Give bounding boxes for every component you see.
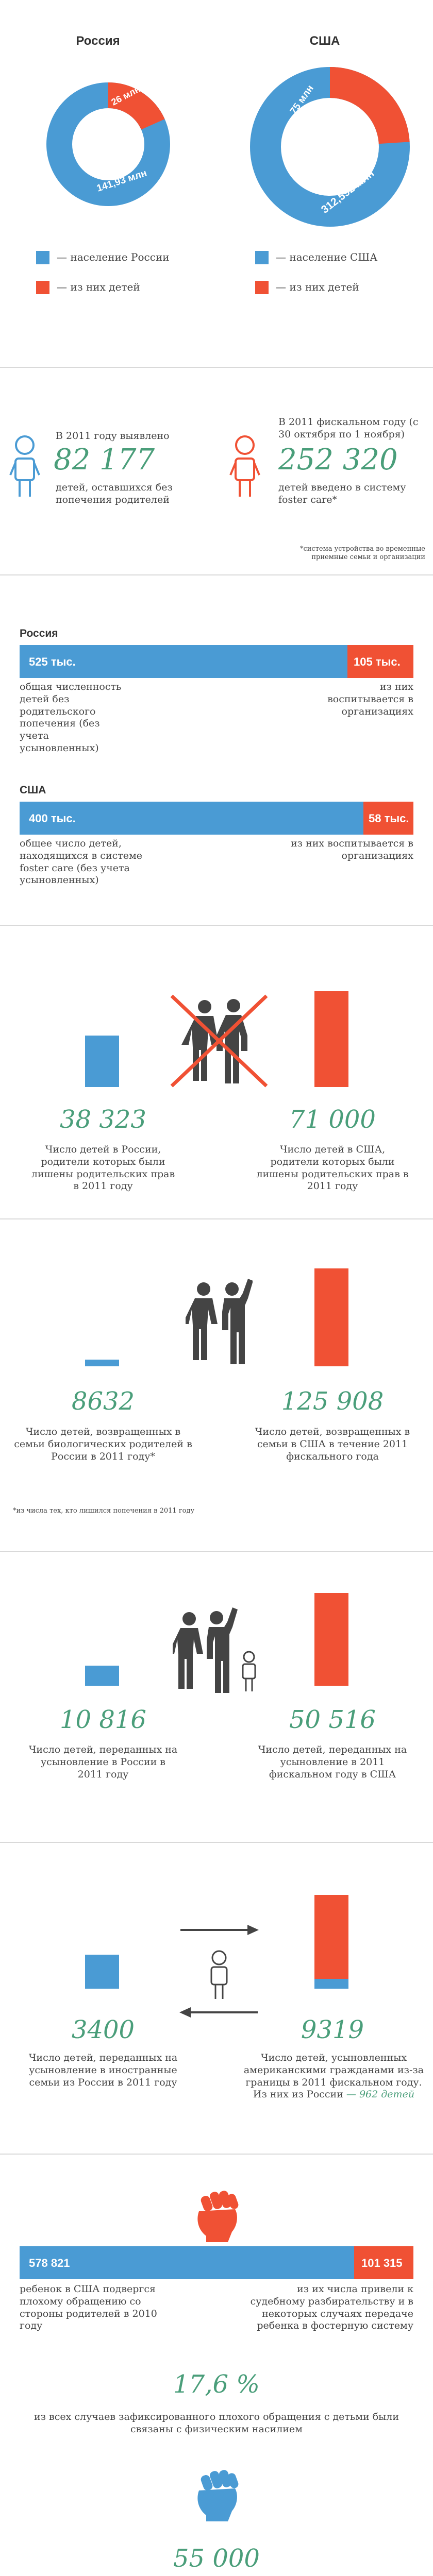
- s5-right-desc: Число детей, возвращенных в семьи в США в течение 2011 фискального года: [255, 1426, 410, 1462]
- s7-right-russia-bar: [314, 1979, 348, 1989]
- s2-right-post: детей введено в систему foster care*: [278, 482, 406, 505]
- usa-total-label: 312,592 млн: [319, 167, 377, 216]
- s5-left-bar: [85, 1360, 119, 1366]
- russia-bar-left-label: 525 тыс.: [29, 655, 76, 668]
- s2-left-number: 82 177: [54, 443, 155, 477]
- crossed-parents-icon: [168, 993, 271, 1089]
- s4-right-bar: [314, 991, 348, 1087]
- s6-right-desc: Число детей, переданных на усыновление в 2011 фискальном году в США: [258, 1744, 407, 1780]
- fist-icon-red: [191, 2189, 242, 2245]
- s3-usa-right-desc: из них воспитывается в организациях: [290, 838, 413, 861]
- usa-title: США: [309, 34, 340, 48]
- russia-children-swatch: [36, 281, 49, 294]
- child-icon-blue: [9, 434, 40, 501]
- s2-left-post: детей, оставшихся без попечения родителей: [56, 482, 173, 505]
- s6-right-bar: [314, 1593, 348, 1686]
- s7-left-number: 3400: [71, 2015, 135, 2044]
- s5-left-desc: Число детей, возвращенных в семьи биологических родителей в России в 2011 году*: [14, 1426, 192, 1462]
- s6-left-desc: Число детей, переданных на усыновление в России в 2011 году: [28, 1744, 178, 1780]
- s8-court-bar: [354, 2246, 413, 2279]
- divider-2: [0, 574, 433, 575]
- s3-usa-left-desc: общее число детей, находящихся в системе foster care (без учета усыновленных): [20, 838, 143, 886]
- s5-left-number: 8632: [71, 1387, 135, 1416]
- s8-percent-desc: из всех случаев зафиксированного плохого обращения с детьми были связаны с физическим насилием: [34, 2411, 399, 2435]
- s7-right-desc-block: [237, 2052, 430, 2101]
- usa-orgs-bar: [363, 802, 413, 835]
- legend-usa-population: — население США: [276, 251, 378, 263]
- usa-total-bar: [20, 802, 363, 835]
- divider-1: [0, 367, 433, 368]
- usa-bar-right-label: 58 тыс.: [369, 812, 409, 825]
- s7-right-highlight: — 962 детей: [346, 2089, 415, 2100]
- s7-right-bar: [314, 1895, 348, 1989]
- russia-orgs-bar: [347, 645, 413, 678]
- s7-right-number: 9319: [301, 2015, 364, 2044]
- usa-bar-left-label: 400 тыс.: [29, 812, 76, 825]
- family-reunited-icon: [186, 1278, 253, 1365]
- s6-left-number: 10 816: [60, 1705, 146, 1734]
- s4-left-desc: Число детей в России, родители которых были лишены родительских прав в 2011 году: [31, 1144, 175, 1192]
- usa-donut-chart: [247, 64, 412, 229]
- s7-left-desc: Число детей, переданных на усыновление в иностранные семьи из России в 2011 году: [28, 2052, 178, 2088]
- divider-3: [0, 925, 433, 926]
- usa-part-label: 75 млн: [288, 83, 316, 116]
- s4-left-bar: [85, 1036, 119, 1087]
- s3-russia-left-desc: общая численность детей без родительского попечения (без учета усыновленных): [20, 681, 122, 754]
- s3-russia-right-desc: из них воспитывается в организациях: [327, 681, 413, 717]
- usa-children-swatch: [255, 281, 269, 294]
- fist-icon-blue: [191, 2468, 242, 2524]
- s2-left-pre: В 2011 году выявлено: [56, 430, 170, 442]
- s4-right-number: 71 000: [289, 1105, 376, 1134]
- s6-left-bar: [85, 1666, 119, 1686]
- s7-left-bar: [85, 1955, 119, 1989]
- s6-right-number: 50 516: [289, 1705, 376, 1734]
- divider-4: [0, 1218, 433, 1219]
- adoption-family-icon: [173, 1606, 265, 1694]
- s5-right-bar: [314, 1268, 348, 1366]
- s5-right-number: 125 908: [281, 1387, 384, 1416]
- legend-usa-children: — из них детей: [276, 281, 359, 293]
- s2-right-number: 252 320: [278, 443, 398, 477]
- s3-usa-title: США: [20, 784, 46, 796]
- s5-footnote: *из числа тех, кто лишился попечения в 2011 году: [13, 1507, 195, 1515]
- russia-population-swatch: [36, 251, 49, 264]
- s8-number: 55 000: [173, 2544, 260, 2573]
- divider-7: [0, 2154, 433, 2155]
- s4-right-desc: Число детей в США, родители которых были лишены родительских прав в 2011 году: [256, 1144, 409, 1192]
- s2-right-pre: В 2011 фискальном году (с 30 октября по 1 ноября): [278, 416, 419, 440]
- s3-russia-title: Россия: [20, 628, 58, 639]
- international-adoption-icon: [175, 1921, 263, 2024]
- divider-5: [0, 1551, 433, 1552]
- s2-footnote: *система устройства во временные приемные семьи и организации: [299, 545, 425, 562]
- s8-percent: 17,6 %: [173, 2370, 260, 2399]
- s4-left-number: 38 323: [60, 1105, 146, 1134]
- russia-total-bar: [20, 645, 347, 678]
- legend-russia-children: — из них детей: [57, 281, 140, 293]
- s8-right-desc: из их числа привели к судебному разбирательству и в некоторых случаях передаче ребенка в фостерную систему: [250, 2283, 413, 2332]
- s8-maltreated-bar: [20, 2246, 354, 2279]
- divider-6: [0, 1842, 433, 1843]
- russia-title: Россия: [76, 34, 120, 48]
- s8-bar-left-label: 578 821: [29, 2257, 70, 2269]
- legend-russia-population: — население России: [57, 251, 170, 263]
- russia-total-label: 141,93 млн: [95, 167, 148, 194]
- s8-left-desc: ребенок в США подвергся плохому обращению со стороны родителей в 2010 году: [20, 2283, 157, 2332]
- s7-right-desc: Число детей, усыновленных американскими гражданами из-за границы в 2011 фискальном году. Из них из России: [243, 2052, 424, 2100]
- russia-bar-right-label: 105 тыс.: [354, 655, 401, 668]
- usa-population-swatch: [255, 251, 269, 264]
- s8-bar-right-label: 101 315: [361, 2257, 403, 2269]
- russia-part-label: 26 млн: [109, 83, 142, 108]
- russia-donut-chart: [41, 77, 175, 211]
- child-icon-red: [229, 434, 260, 501]
